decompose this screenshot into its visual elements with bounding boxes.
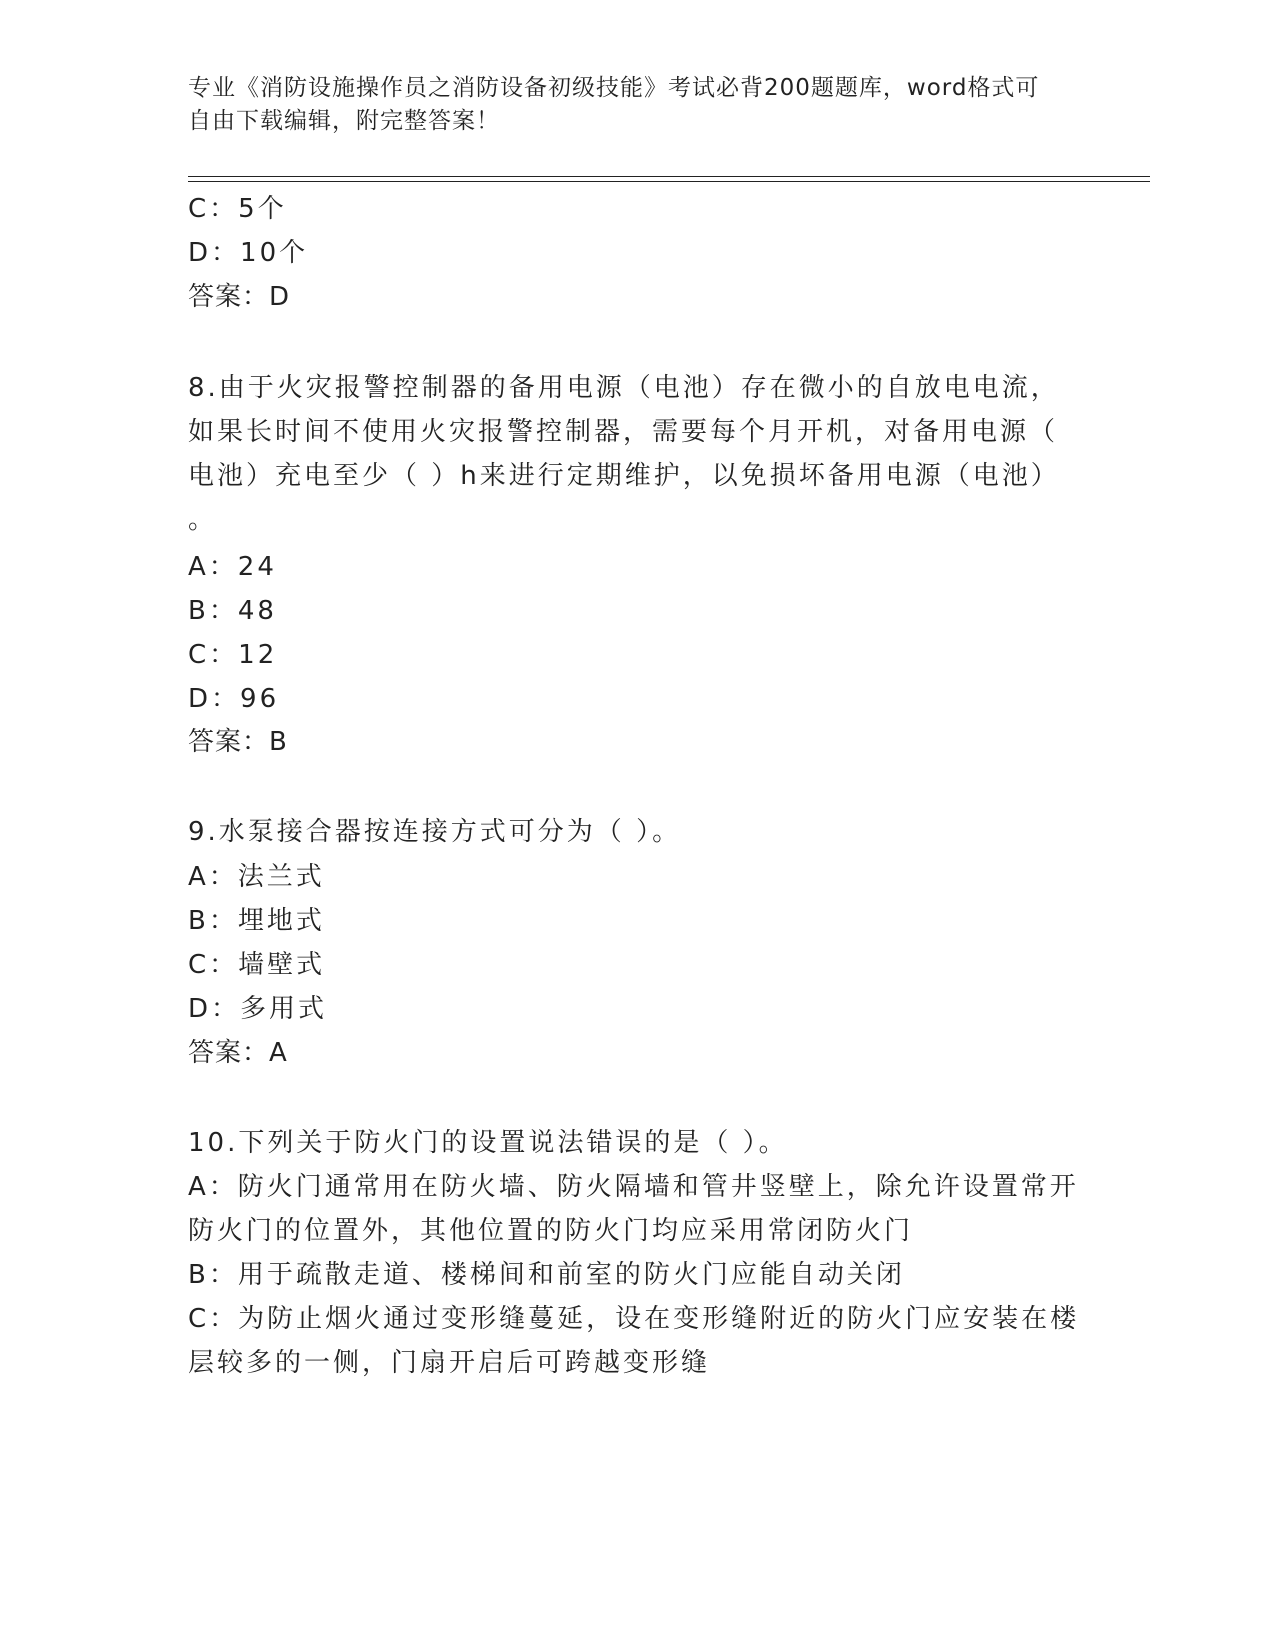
q7-option-c: C：5个 (188, 194, 287, 224)
q8-stem-line-4: 。 (188, 505, 218, 535)
q8-stem-line-3: 电池）充电至少（ ）h来进行定期维护，以免损坏备用电源（电池） (188, 461, 1060, 491)
q8-stem-line-2: 如果长时间不使用火灾报警控制器，需要每个月开机，对备用电源（ (188, 417, 1059, 447)
q10-option-c-line-2: 层较多的一侧，门扇开启后可跨越变形缝 (188, 1348, 711, 1378)
q9-option-c: C：墙壁式 (188, 950, 326, 980)
header-line-2: 自由下载编辑，附完整答案！ (188, 108, 500, 134)
document-header (188, 72, 1068, 138)
q9-answer: 答案：A (188, 1038, 288, 1068)
q8-option-c: C：12 (188, 640, 278, 670)
header-divider-top (188, 176, 1150, 177)
q10-option-b: B：用于疏散走道、楼梯间和前室的防火门应能自动关闭 (188, 1260, 905, 1290)
q7-answer: 答案：D (188, 282, 291, 312)
q10-option-a-line-1: A：防火门通常用在防火墙、防火隔墙和管井竖壁上，除允许设置常开 (188, 1172, 1079, 1202)
q10-option-a-line-2: 防火门的位置外，其他位置的防火门均应采用常闭防火门 (188, 1216, 914, 1246)
q9-option-b: B：埋地式 (188, 906, 325, 936)
q10-stem: 10.下列关于防火门的设置说法错误的是（ ）。 (188, 1128, 788, 1158)
q9-option-a: A：法兰式 (188, 862, 325, 892)
q10-option-c-line-1: C：为防止烟火通过变形缝蔓延，设在变形缝附近的防火门应安装在楼 (188, 1304, 1080, 1334)
header-divider-bottom (188, 181, 1150, 182)
q8-option-a: A：24 (188, 552, 277, 582)
q8-option-b: B：48 (188, 596, 277, 626)
q9-option-d: D：多用式 (188, 994, 328, 1024)
q8-answer: 答案：B (188, 727, 288, 757)
q8-option-d: D：96 (188, 684, 280, 714)
header-line-1: 专业《消防设施操作员之消防设备初级技能》考试必背200题题库，word格式可 (188, 75, 1040, 101)
q7-option-d: D：10个 (188, 238, 309, 268)
q8-stem-line-1: 8.由于火灾报警控制器的备用电源（电池）存在微小的自放电电流， (188, 373, 1060, 403)
q9-stem: 9.水泵接合器按连接方式可分为（ ）。 (188, 817, 682, 847)
